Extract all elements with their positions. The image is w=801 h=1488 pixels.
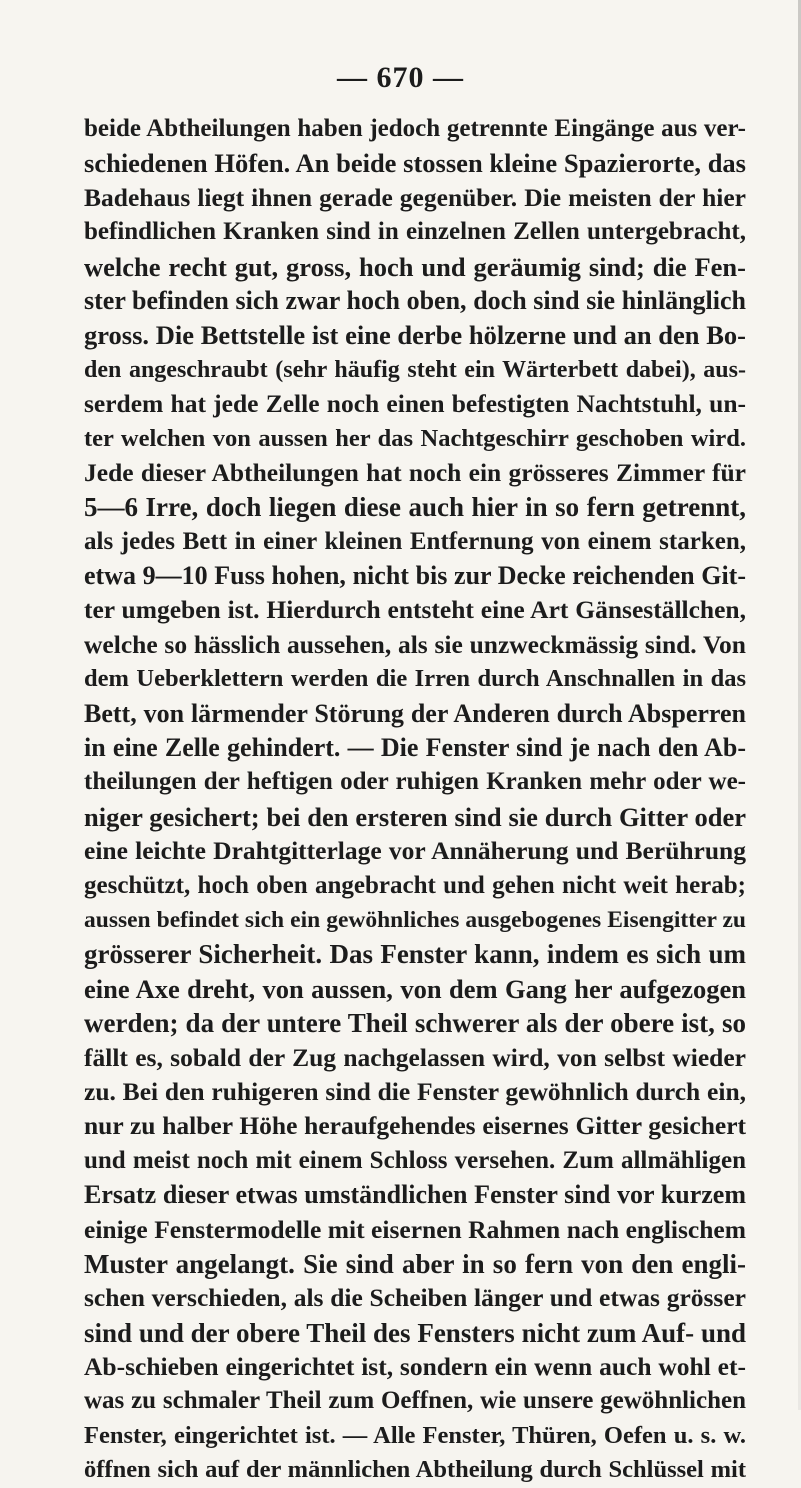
text-line: Muster angelangt. Sie sind aber in so fern von den engli- xyxy=(84,1248,746,1279)
text-line: welche so hässlich aussehen, als sie unzweckmässig sind. Von xyxy=(84,629,746,659)
text-line: eine leichte Drahtgitterlage vor Annäherung und Berührung xyxy=(84,836,746,866)
text-line: theilungen der heftigen oder ruhigen Kranken mehr oder we- xyxy=(84,768,746,796)
text-line: etwa 9—10 Fuss hohen, nicht bis zur Decke reichenden Git- xyxy=(84,561,746,591)
body-text xyxy=(84,112,746,1488)
text-line: Jede dieser Abtheilungen hat noch ein grösseres Zimmer für xyxy=(84,457,746,487)
text-line: werden; da der untere Theil schwerer als der obere ist, so xyxy=(84,1008,746,1039)
page-number: — 670 — xyxy=(337,61,464,94)
text-line: in eine Zelle gehindert. — Die Fenster sind je nach den Ab- xyxy=(84,733,746,763)
text-line: grösserer Sicherheit. Das Fenster kann, indem es sich um xyxy=(84,939,746,970)
text-line: und meist noch mit einem Schloss versehen. Zum allmähligen xyxy=(84,1146,746,1174)
text-line: einige Fenstermodelle mit eisernen Rahmen nach englischem xyxy=(84,1214,746,1244)
text-line: ter umgeben ist. Hierdurch entsteht eine Art Gänseställchen, xyxy=(84,595,746,625)
text-line: eine Axe dreht, von aussen, von dem Gang her aufgezogen xyxy=(84,973,746,1004)
text-line: aussen befindet sich ein gewöhnliches ausgebogenes Eisengitter zu xyxy=(84,906,746,933)
text-line: zu. Bei den ruhigeren sind die Fenster gewöhnlich durch ein, xyxy=(84,1076,746,1106)
text-line: niger gesichert; bei den ersteren sind sie durch Gitter oder xyxy=(84,801,746,832)
text-line: ster befinden sich zwar hoch oben, doch sind sie hinlänglich xyxy=(84,285,746,315)
text-line: Ersatz dieser etwas umständlichen Fenster sind vor kurzem xyxy=(84,1180,746,1210)
text-line: welche recht gut, gross, hoch und geräumig sind; die Fen- xyxy=(84,251,746,282)
text-line: Bett, von lärmender Störung der Anderen durch Absperren xyxy=(84,698,746,728)
text-line: als jedes Bett in einer kleinen Entfernung von einem starken, xyxy=(84,527,746,555)
text-line: sind und der obere Theil des Fensters nicht zum Auf- und xyxy=(84,1317,746,1348)
text-line: gross. Die Bettstelle ist eine derbe hölzerne und an den Bo- xyxy=(84,320,746,351)
text-line: fällt es, sobald der Zug nachgelassen wird, von selbst wieder xyxy=(84,1042,746,1072)
text-line: den angeschraubt (sehr häufig steht ein Wärterbett dabei), aus- xyxy=(84,356,746,383)
text-line: ter welchen von aussen her das Nachtgeschirr geschoben wird. xyxy=(84,424,746,452)
text-line: öffnen sich auf der männlichen Abtheilung durch Schlüssel mit xyxy=(84,1456,746,1484)
text-line: dem Ueberklettern werden die Irren durch Anschnallen in das xyxy=(84,665,746,693)
text-line: Badehaus liegt ihnen gerade gegenüber. Die meisten der hier xyxy=(84,182,746,212)
text-line: nur zu halber Höhe heraufgehendes eisernes Gitter gesichert xyxy=(84,1111,746,1141)
text-line: schen verschieden, als die Scheiben länger und etwas grösser xyxy=(84,1283,746,1313)
text-line: Fenster, eingerichtet ist. — Alle Fenster, Thüren, Oefen u. s. w. xyxy=(84,1421,746,1449)
text-line: Ab-schieben eingerichtet ist, sondern ein wenn auch wohl et- xyxy=(84,1352,746,1382)
text-line: beide Abtheilungen haben jedoch getrennte Eingänge aus ver- xyxy=(84,115,746,142)
text-line: serdem hat jede Zelle noch einen befestigten Nachtstuhl, un- xyxy=(84,389,746,419)
text-line: befindlichen Kranken sind in einzelnen Zellen untergebracht, xyxy=(84,218,746,246)
text-line: was zu schmaler Theil zum Oeffnen, wie unsere gewöhnlichen xyxy=(84,1387,746,1415)
text-line: 5—6 Irre, doch liegen diese auch hier in so fern getrennt, xyxy=(84,492,746,523)
text-line: geschützt, hoch oben angebracht und gehen nicht weit herab; xyxy=(84,871,746,899)
text-line: schiedenen Höfen. An beide stossen kleine Spazierorte, das xyxy=(84,148,746,179)
